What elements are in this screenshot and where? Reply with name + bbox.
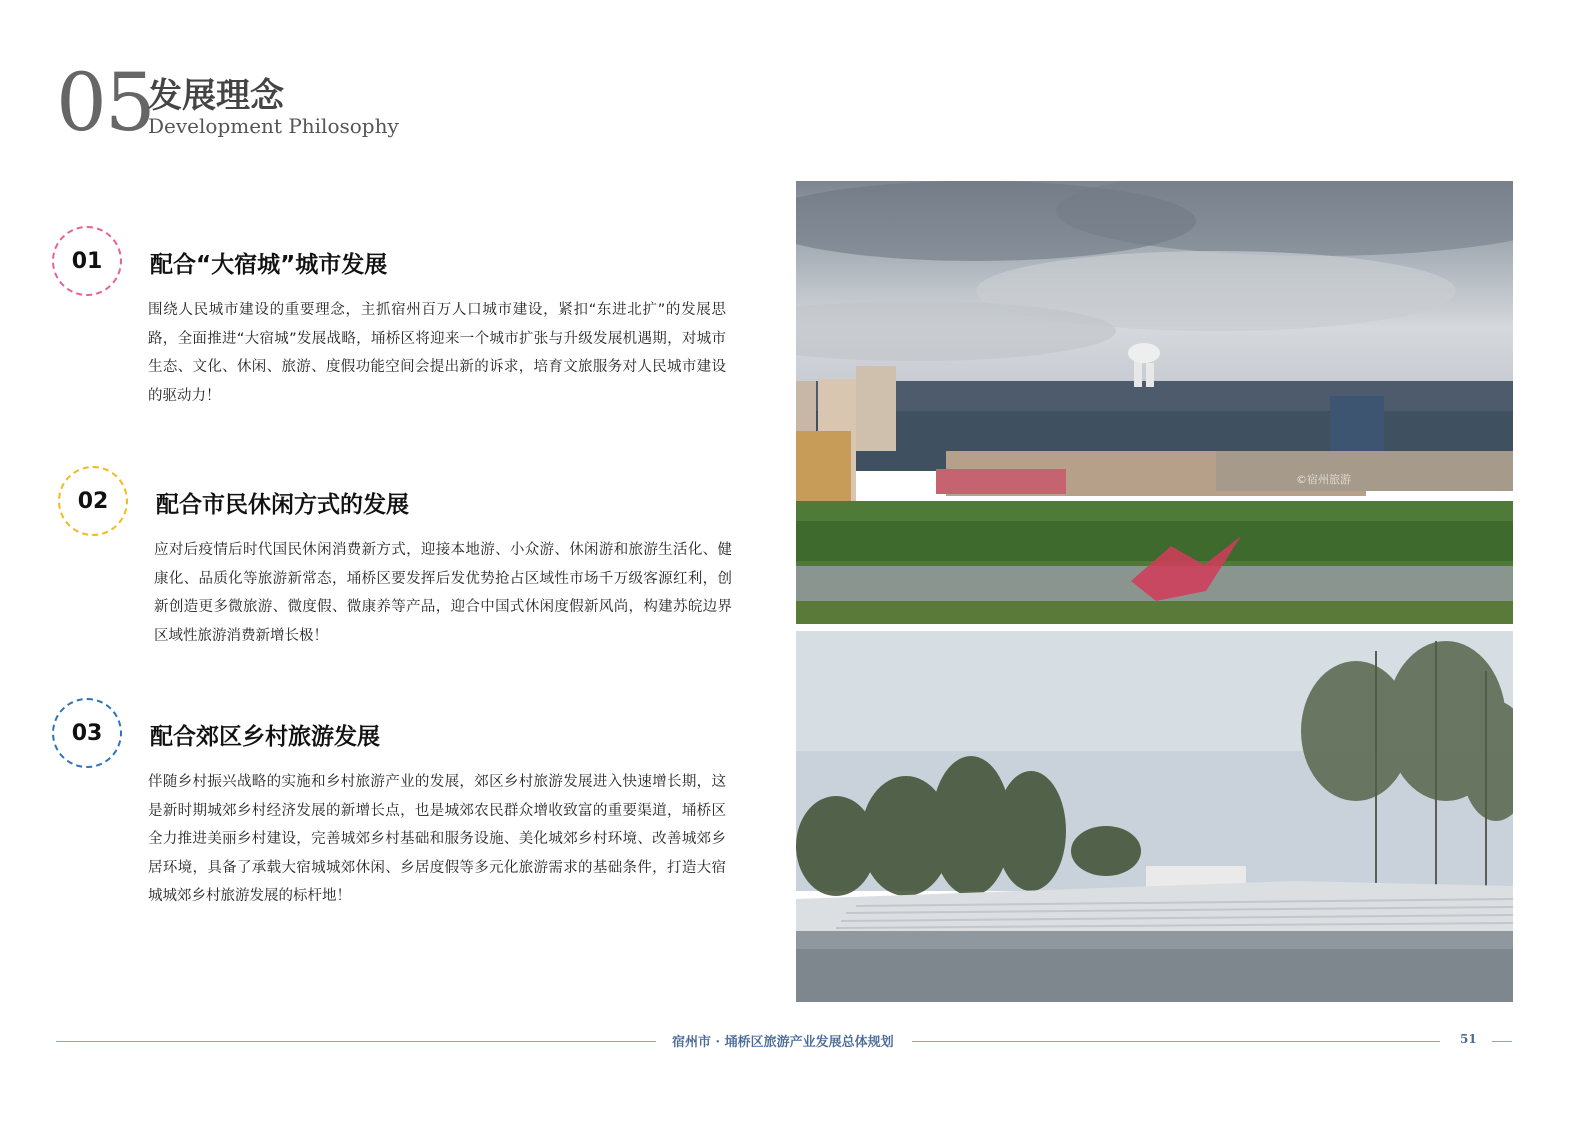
item-body: 应对后疫情后时代国民休闲消费新方式，迎接本地游、小众游、休闲游和旅游生活化、健康化、品质化等旅游新常态，埇桥区要发挥后发优势抢占区域性市场千万级客源红利，创新创造更多微旅游、微度假、微康养等产品，迎合中国式休闲度假新风尚，构建苏皖边界区域性旅游消费新增长极！ [154, 542, 732, 644]
item-body: 伴随乡村振兴战略的实施和乡村旅游产业的发展，郊区乡村旅游发展进入快速增长期，这是新时期城郊乡村经济发展的新增长点，也是城郊农民群众增收致富的重要渠道，埇桥区全力推进美丽乡村建设，完善城郊乡村基础和服务设施、美化城郊乡村环境、改善城郊乡居环境，具备了承载大宿城城郊休闲、乡居度假等多元化旅游需求的基础条件，打造大宿城城郊乡村旅游发展的标杆地！ [148, 774, 726, 904]
footer-title: 宿州市 · 埇桥区旅游产业发展总体规划 [672, 1035, 894, 1050]
plaza-trees-photo [796, 631, 1513, 1002]
footer-rule-left [56, 1041, 656, 1042]
item-title: 配合市民休闲方式的发展 [156, 492, 409, 518]
item-title: 配合郊区乡村旅游发展 [150, 724, 380, 750]
item-body: 围绕人民城市建设的重要理念，主抓宿州百万人口城市建设，紧扣“东进北扩”的发展思路，全面推进“大宿城”发展战略，埇桥区将迎来一个城市扩张与升级发展机遇期，对城市生态、文化、休闲、旅游、度假功能空间会提出新的诉求，培育文旅服务对人民城市建设的驱动力！ [148, 302, 726, 404]
item-title: 配合“大宿城”城市发展 [150, 252, 388, 278]
item-number-badge: 02 [58, 466, 128, 536]
footer-rule-middle [912, 1041, 1440, 1042]
section-title: 发展理念 [148, 76, 284, 116]
page-number: 51 [1460, 1032, 1477, 1046]
footer-rule-right [1492, 1041, 1512, 1042]
section-number: 05 [56, 56, 154, 149]
item-number-badge: 03 [52, 698, 122, 768]
item-number-badge: 01 [52, 226, 122, 296]
city-skyline-photo [796, 181, 1513, 624]
photo-watermark: ©宿州旅游 [1296, 473, 1351, 486]
section-subtitle: Development Philosophy [148, 114, 399, 138]
